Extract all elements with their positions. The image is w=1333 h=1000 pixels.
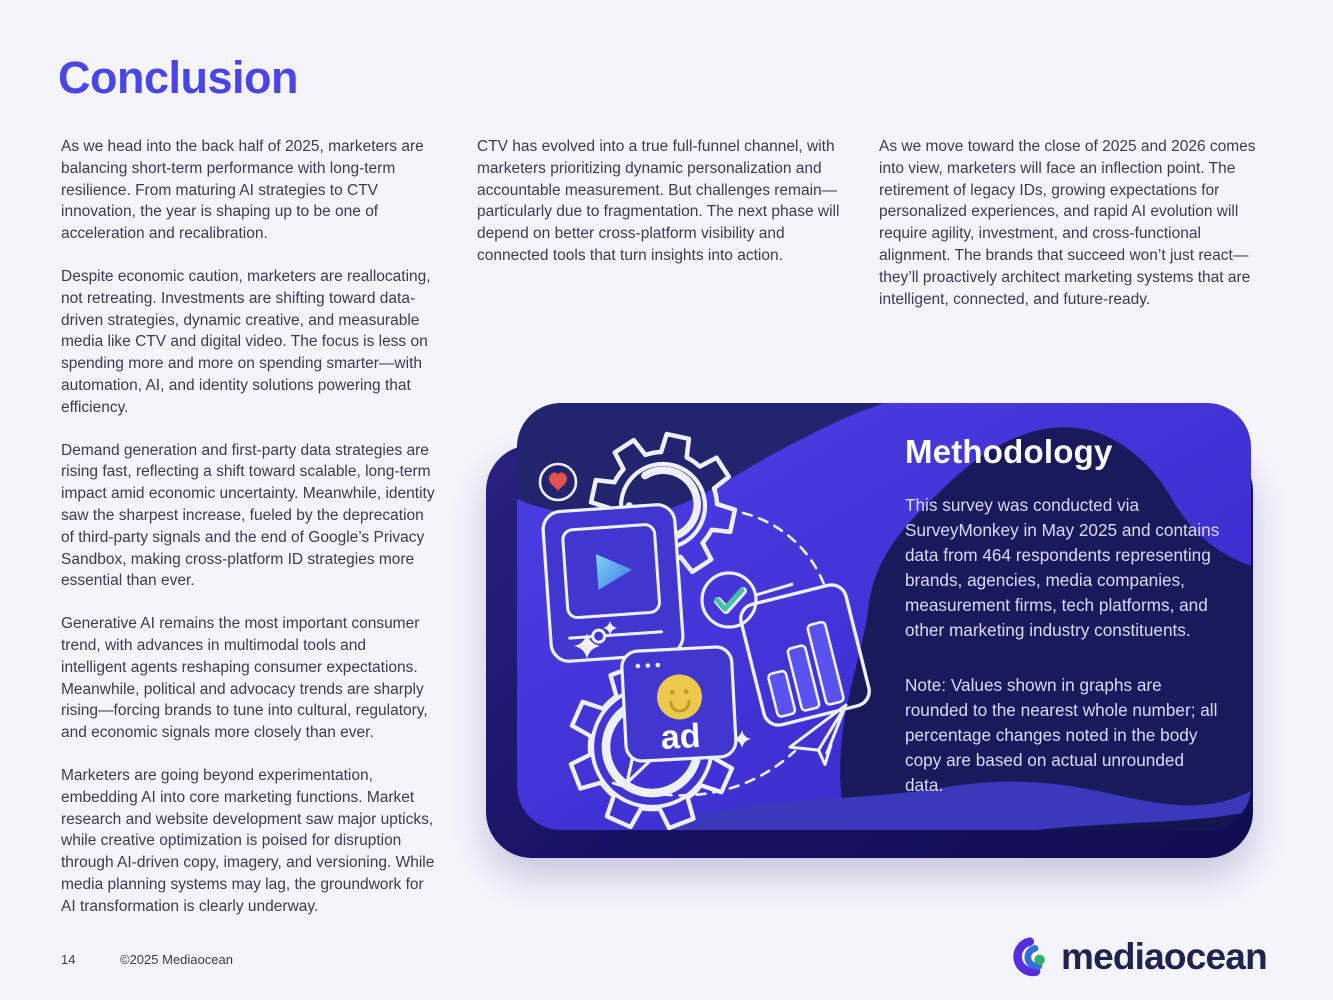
copyright: ©2025 Mediaocean [120, 952, 233, 967]
ad-label: ad [659, 716, 702, 757]
body-column-1 [61, 136, 435, 939]
methodology-note: Note: Values shown in graphs are rounded to the nearest whole number; all percentage changes noted in the body copy are based on actual unrounded data. [905, 675, 1218, 795]
checkmark-icon [702, 573, 756, 627]
paragraph: CTV has evolved into a true full-funnel channel, with marketers prioritizing dynamic personalization and accountable measurement. But challenges remain—particularly due to fragmentation. The next phase will depend on better cross-platform visibility and connected tools that turn insights into action. [477, 138, 840, 264]
page-number: 14 [61, 952, 76, 967]
mediaocean-wordmark: mediaocean [1061, 936, 1267, 977]
paragraph: Marketers are going beyond experimentation, embedding AI into core marketing functions. Market research and website development saw major upticks, while creative optimization is poised for disruption through AI-driven copy, imagery, and versioning. While media planning systems may lag, the groundwork for AI transformation is clearly underway. [61, 766, 435, 915]
heart-icon [540, 464, 576, 500]
paragraph: As we head into the back half of 2025, marketers are balancing short-term performance with long-term resilience. From maturing AI strategies to CTV innovation, the year is shaping up to be one of acceleration and recalibration. [61, 138, 424, 243]
body-column-2 [477, 136, 849, 288]
paragraph: Generative AI remains the most important consumer trend, with advances in multimodal tools and intelligent agents reshaping consumer expectations. Meanwhile, political and advocacy trends are sharply rising—forcing brands to tune into cultural, regulatory, and economic signals more closely than ever. [61, 615, 428, 742]
methodology-title: Methodology [905, 433, 1113, 470]
mediaocean-logo [1010, 936, 1267, 978]
methodology-paragraph: This survey was conducted via SurveyMonkey in May 2025 and contains data from 464 respondents representing brands, agencies, media companies, measurement firms, tech platforms, and other marketing industry constituents. [905, 495, 1220, 640]
connector-line [756, 584, 793, 595]
paragraph: As we move toward the close of 2025 and 2026 comes into view, marketers will face an inflection point. The retirement of legacy IDs, growing expectations for personalized experiences, and rapid AI evolution will require agility, investment, and cross-functional alignment. The brands that succeed won’t just react—they’ll proactively architect marketing systems that are intelligent, connected, and future-ready. [879, 138, 1256, 308]
paragraph: Despite economic caution, marketers are reallocating, not retreating. Investments are shifting toward data-driven strategies, dynamic creative, and measurable media like CTV and digital video. The focus is less on spending more and more on spending smarter—with automation, AI, and identity solutions powering that efficiency. [61, 267, 431, 416]
bar-chart-icon [738, 582, 873, 728]
video-player-icon [542, 504, 684, 663]
mediaocean-logo-icon [1010, 937, 1052, 977]
methodology-card [517, 403, 1251, 830]
dashed-arc [743, 513, 825, 587]
paragraph: Demand generation and first-party data strategies are rising fast, reflecting a shift toward scalable, long-term impact amid economic uncertainty. Meanwhile, identity saw the sharpest increase, fueled by the deprecation of third-party signals and the end of Google’s Privacy Sandbox, making cross-platform ID strategies more essential than ever. [61, 441, 435, 590]
methodology-text [905, 433, 1225, 798]
body-column-3 [879, 136, 1271, 331]
page-title: Conclusion [58, 52, 298, 103]
